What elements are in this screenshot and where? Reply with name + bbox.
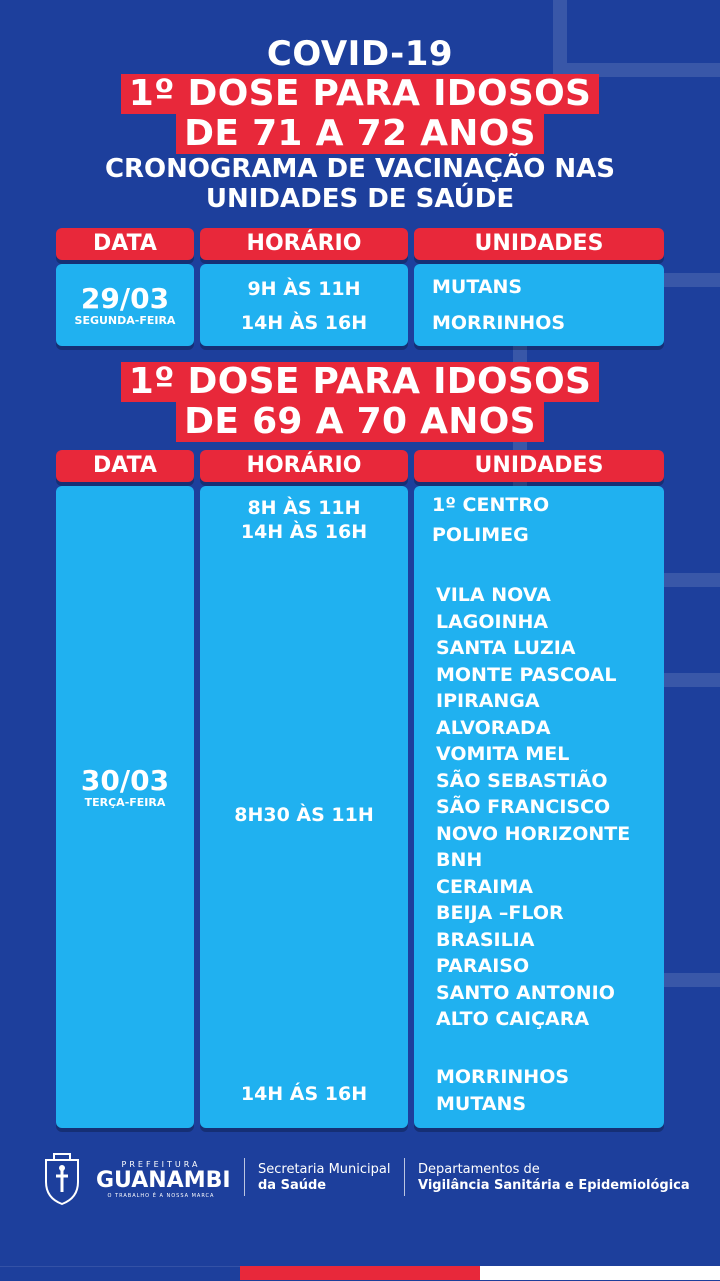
footer-divider: [404, 1158, 405, 1196]
table2-units-top: [432, 490, 549, 550]
footer-divider: [244, 1158, 245, 1196]
table2-header-horario: HORÁRIO: [200, 450, 408, 482]
unit-item: NOVO HORIZONTE: [436, 822, 631, 845]
table1-time-cell: [200, 264, 408, 346]
table2-time-1: 8H ÀS 11H: [247, 497, 361, 519]
table1-date-cell: [56, 264, 194, 346]
unit-item: SANTO ANTONIO: [436, 981, 615, 1004]
schedule-subtitle-line2: UNIDADES DE SAÚDE: [205, 184, 515, 214]
table2-units-cell: [414, 486, 664, 1128]
flag-stripe-red: [240, 1266, 480, 1280]
table2-units-middle: [436, 582, 630, 1033]
table1-header-data: DATA: [56, 228, 194, 260]
unit-item: POLIMEG: [432, 524, 529, 546]
dose1-title-line1: 1º DOSE PARA IDOSOS: [121, 74, 600, 114]
departamentos-line2: Vigilância Sanitária e Epidemiológica: [418, 1178, 690, 1193]
table2-time-3: 8H30 ÀS 11H: [234, 804, 374, 826]
prefeitura-logo: [96, 1160, 231, 1200]
table2-header-unidades: UNIDADES: [414, 450, 664, 482]
table1-units-cell: [414, 264, 664, 346]
secretaria-label: [258, 1162, 390, 1194]
dose2-title: [0, 362, 720, 442]
secretaria-line2: da Saúde: [258, 1178, 327, 1193]
table1-unit-1: MUTANS: [432, 276, 523, 298]
city-slogan: O TRABALHO É A NOSSA MARCA: [107, 1193, 215, 1199]
table2-date: 30/03: [80, 764, 170, 797]
schedule-subtitle: [0, 154, 720, 214]
table2-time-2: 14H ÀS 16H: [240, 521, 368, 543]
dose2-title-line1: 1º DOSE PARA IDOSOS: [121, 362, 600, 402]
unit-item: CERAIMA: [436, 875, 533, 898]
table1-date: 29/03: [80, 282, 170, 315]
table1-time-2: 14H ÀS 16H: [240, 312, 368, 334]
departamentos-line1: Departamentos de: [418, 1162, 540, 1177]
unit-item: SANTA LUZIA: [436, 637, 576, 659]
secretaria-line1: Secretaria Municipal: [258, 1162, 391, 1177]
flag-stripe-blue: [0, 1266, 240, 1281]
unit-item: ALTO CAIÇARA: [436, 1008, 590, 1030]
unit-item: 1º CENTRO: [432, 494, 550, 516]
unit-item: LAGOINHA: [436, 610, 549, 633]
table2-weekday: TERÇA-FEIRA: [84, 796, 166, 809]
unit-item: MONTE PASCOAL: [436, 663, 617, 686]
unit-item: VILA NOVA: [436, 584, 551, 606]
table1-weekday: SEGUNDA-FEIRA: [74, 314, 176, 327]
table2-header-data: DATA: [56, 450, 194, 482]
unit-item: MUTANS: [436, 1092, 527, 1115]
departamentos-label: [418, 1162, 690, 1194]
dose1-title: [0, 74, 720, 154]
table2-date-cell: [56, 486, 194, 1128]
unit-item: SÃO SEBASTIÃO: [436, 769, 608, 792]
table2-time-4: 14H ÁS 16H: [240, 1083, 368, 1105]
unit-item: MORRINHOS: [436, 1066, 570, 1088]
table2-units-bottom: [436, 1064, 569, 1117]
dose2-title-line2: DE 69 A 70 ANOS: [176, 402, 544, 442]
table1-header-unidades: UNIDADES: [414, 228, 664, 260]
unit-item: BEIJA –FLOR: [436, 902, 564, 924]
unit-item: BRASILIA: [436, 928, 535, 951]
table2-time-cell: [200, 486, 408, 1128]
footer: [0, 1150, 720, 1210]
table1-time-1: 9H ÀS 11H: [247, 278, 361, 300]
unit-item: VOMITA MEL: [436, 743, 570, 765]
unit-item: SÃO FRANCISCO: [436, 796, 611, 818]
dose1-title-line2: DE 71 A 72 ANOS: [176, 114, 544, 154]
unit-item: ALVORADA: [436, 716, 551, 739]
covid-title: COVID-19: [266, 34, 454, 74]
city-name: GUANAMBI: [96, 1168, 231, 1193]
coat-of-arms-icon: [40, 1152, 84, 1206]
unit-item: BNH: [436, 849, 483, 871]
unit-item: IPIRANGA: [436, 690, 540, 712]
schedule-subtitle-line1: CRONOGRAMA DE VACINAÇÃO NAS: [104, 154, 616, 184]
unit-item: PARAISO: [436, 955, 530, 977]
table1-unit-2: MORRINHOS: [432, 312, 566, 334]
flag-stripe-white: [480, 1266, 720, 1280]
table1-header-horario: HORÁRIO: [200, 228, 408, 260]
prefeitura-label: PREFEITURA: [121, 1160, 201, 1169]
